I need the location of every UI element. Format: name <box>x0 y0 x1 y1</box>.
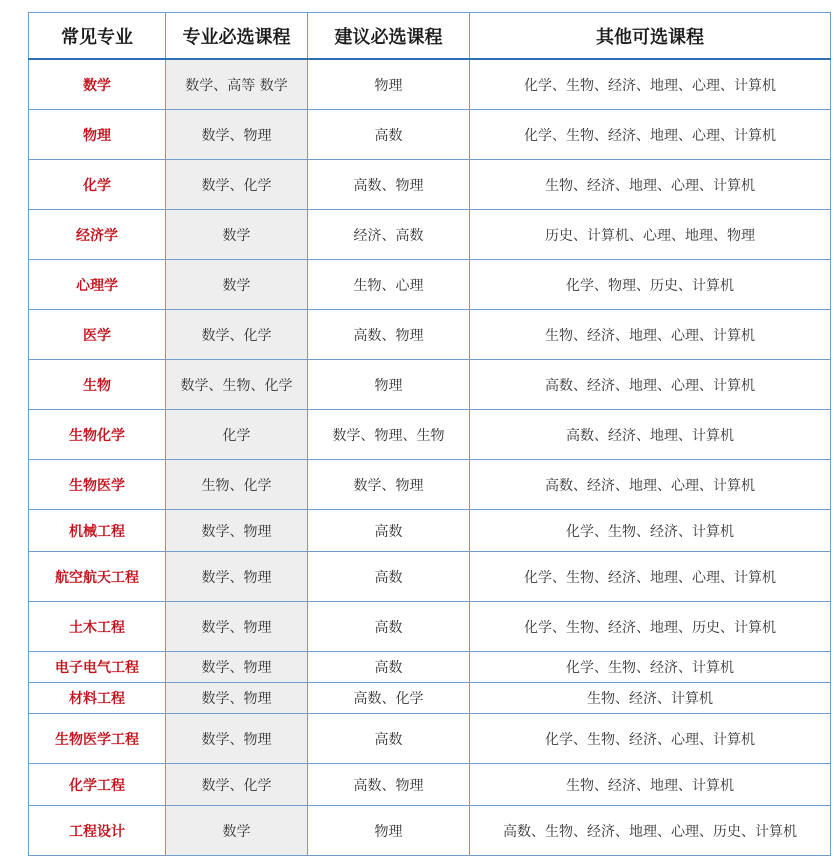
major-cell: 生物医学 <box>29 460 166 510</box>
table-row <box>29 360 831 410</box>
optional-cell: 化学、物理、历史、计算机 <box>470 260 831 310</box>
suggested-cell: 高数、物理 <box>308 764 470 806</box>
suggested-cell: 高数 <box>308 652 470 683</box>
major-cell: 电子电气工程 <box>29 652 166 683</box>
major-cell: 经济学 <box>29 210 166 260</box>
major-cell: 材料工程 <box>29 683 166 714</box>
optional-cell: 化学、生物、经济、心理、计算机 <box>470 714 831 764</box>
table-row <box>29 764 831 806</box>
course-table-container <box>28 12 831 856</box>
table-row <box>29 652 831 683</box>
major-cell: 医学 <box>29 310 166 360</box>
major-cell: 化学工程 <box>29 764 166 806</box>
header-suggested: 建议必选课程 <box>308 13 470 60</box>
major-cell: 化学 <box>29 160 166 210</box>
optional-cell: 化学、生物、经济、地理、心理、计算机 <box>470 110 831 160</box>
suggested-cell: 高数、物理 <box>308 310 470 360</box>
required-cell: 数学、物理 <box>166 510 308 552</box>
table-row <box>29 310 831 360</box>
suggested-cell: 物理 <box>308 360 470 410</box>
table-row <box>29 552 831 602</box>
major-cell: 生物 <box>29 360 166 410</box>
suggested-cell: 高数、物理 <box>308 160 470 210</box>
optional-cell: 化学、生物、经济、计算机 <box>470 510 831 552</box>
suggested-cell: 高数、化学 <box>308 683 470 714</box>
required-cell: 生物、化学 <box>166 460 308 510</box>
table-row <box>29 683 831 714</box>
major-cell: 物理 <box>29 110 166 160</box>
table-row <box>29 210 831 260</box>
suggested-cell: 高数 <box>308 510 470 552</box>
suggested-cell: 生物、心理 <box>308 260 470 310</box>
required-cell: 数学、化学 <box>166 160 308 210</box>
suggested-cell: 物理 <box>308 59 470 110</box>
table-row <box>29 714 831 764</box>
major-cell: 机械工程 <box>29 510 166 552</box>
required-cell: 数学、物理 <box>166 714 308 764</box>
table-row <box>29 59 831 110</box>
major-cell: 生物化学 <box>29 410 166 460</box>
table-row <box>29 410 831 460</box>
required-cell: 数学、化学 <box>166 764 308 806</box>
major-cell: 生物医学工程 <box>29 714 166 764</box>
major-cell: 数学 <box>29 59 166 110</box>
optional-cell: 生物、经济、计算机 <box>470 683 831 714</box>
header-optional: 其他可选课程 <box>470 13 831 60</box>
course-table <box>28 12 831 856</box>
major-cell: 心理学 <box>29 260 166 310</box>
major-cell: 土木工程 <box>29 602 166 652</box>
optional-cell: 高数、经济、地理、计算机 <box>470 410 831 460</box>
required-cell: 数学、物理 <box>166 552 308 602</box>
table-row <box>29 160 831 210</box>
header-required: 专业必选课程 <box>166 13 308 60</box>
suggested-cell: 经济、高数 <box>308 210 470 260</box>
suggested-cell: 高数 <box>308 602 470 652</box>
required-cell: 数学、生物、化学 <box>166 360 308 410</box>
suggested-cell: 数学、物理、生物 <box>308 410 470 460</box>
optional-cell: 化学、生物、经济、地理、心理、计算机 <box>470 552 831 602</box>
required-cell: 化学 <box>166 410 308 460</box>
required-cell: 数学 <box>166 260 308 310</box>
optional-cell: 化学、生物、经济、地理、心理、计算机 <box>470 59 831 110</box>
required-cell: 数学 <box>166 806 308 856</box>
table-row <box>29 602 831 652</box>
optional-cell: 高数、经济、地理、心理、计算机 <box>470 360 831 410</box>
major-cell: 工程设计 <box>29 806 166 856</box>
required-cell: 数学、物理 <box>166 683 308 714</box>
required-cell: 数学、物理 <box>166 602 308 652</box>
required-cell: 数学、高等 数学 <box>166 59 308 110</box>
optional-cell: 化学、生物、经济、地理、历史、计算机 <box>470 602 831 652</box>
optional-cell: 生物、经济、地理、心理、计算机 <box>470 310 831 360</box>
major-cell: 航空航天工程 <box>29 552 166 602</box>
optional-cell: 生物、经济、地理、计算机 <box>470 764 831 806</box>
suggested-cell: 数学、物理 <box>308 460 470 510</box>
suggested-cell: 高数 <box>308 714 470 764</box>
optional-cell: 历史、计算机、心理、地理、物理 <box>470 210 831 260</box>
required-cell: 数学、化学 <box>166 310 308 360</box>
optional-cell: 高数、经济、地理、心理、计算机 <box>470 460 831 510</box>
table-row <box>29 110 831 160</box>
optional-cell: 生物、经济、地理、心理、计算机 <box>470 160 831 210</box>
table-header-row <box>29 13 831 60</box>
table-row <box>29 260 831 310</box>
required-cell: 数学 <box>166 210 308 260</box>
table-row <box>29 806 831 856</box>
table-row <box>29 510 831 552</box>
optional-cell: 化学、生物、经济、计算机 <box>470 652 831 683</box>
required-cell: 数学、物理 <box>166 652 308 683</box>
table-row <box>29 460 831 510</box>
suggested-cell: 高数 <box>308 110 470 160</box>
suggested-cell: 高数 <box>308 552 470 602</box>
header-major: 常见专业 <box>29 13 166 60</box>
required-cell: 数学、物理 <box>166 110 308 160</box>
suggested-cell: 物理 <box>308 806 470 856</box>
optional-cell: 高数、生物、经济、地理、心理、历史、计算机 <box>470 806 831 856</box>
